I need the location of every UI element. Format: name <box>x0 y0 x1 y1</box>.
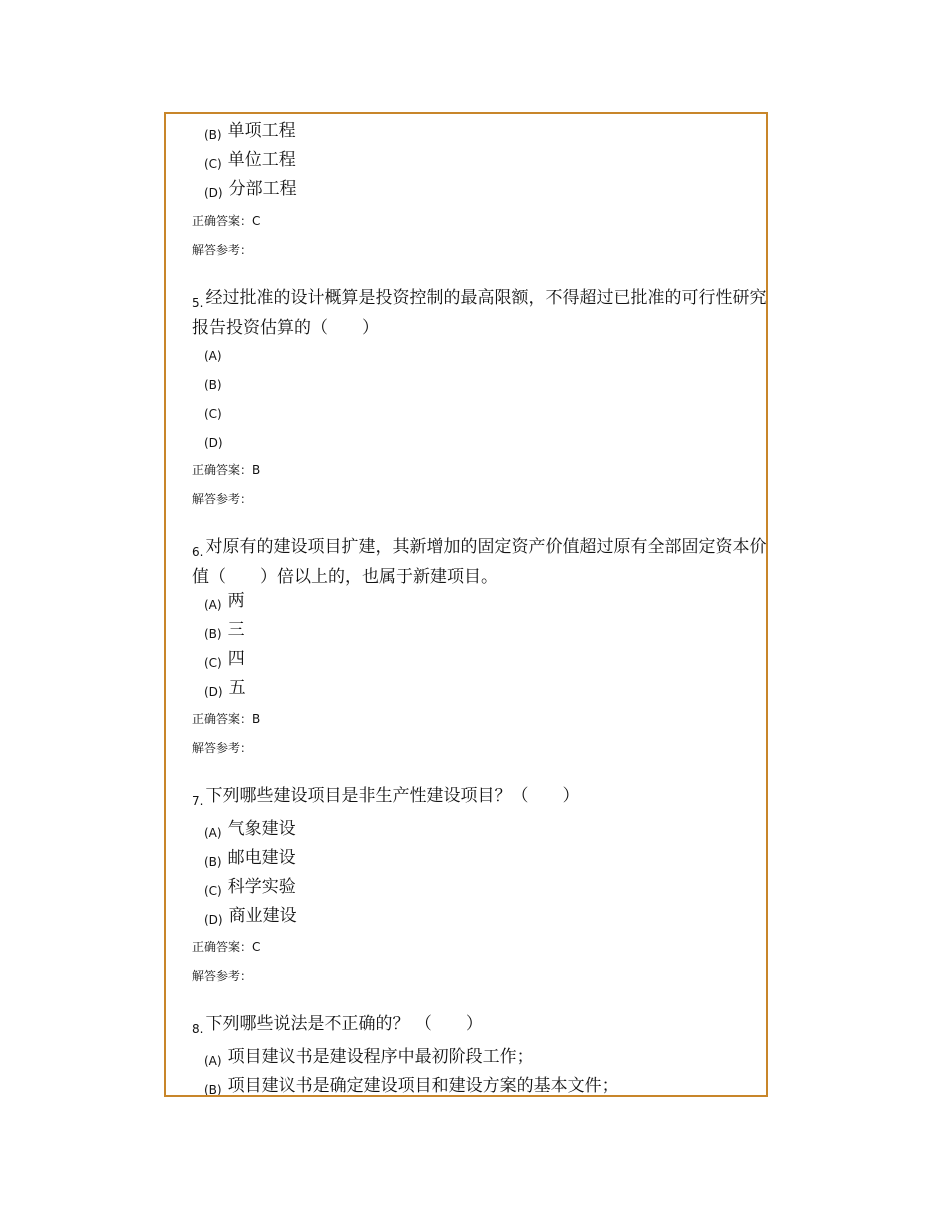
option-b: (B) 邮电建设 <box>204 848 296 869</box>
correct-answer: 正确答案：B <box>192 463 261 477</box>
option-c: (C) 四 <box>204 649 245 670</box>
document-page-frame <box>164 112 768 1097</box>
correct-answer: 正确答案：C <box>192 214 261 228</box>
question-7: $_{7.}$ 下列哪些建设项目是非生产性建设项目？（ ） <box>192 786 580 808</box>
question-8: $_{8.}$ 下列哪些说法是不正确的？ （ ） <box>192 1014 483 1036</box>
question-list <box>166 114 766 1095</box>
answer-reference: 解答参考： <box>192 969 253 983</box>
option-c: (C) 科学实验 <box>204 877 296 898</box>
answer-reference: 解答参考： <box>192 243 253 257</box>
option-b: (B) 项目建议书是确定建设项目和建设方案的基本文件； <box>204 1076 619 1097</box>
option-b: (B) <box>204 378 222 392</box>
option-c: (C) 单位工程 <box>204 150 296 171</box>
option-a: (A) 气象建设 <box>204 819 296 840</box>
option-b: (B) 单项工程 <box>204 121 296 142</box>
answer-reference: 解答参考： <box>192 741 253 755</box>
option-a: (A) <box>204 349 222 363</box>
option-d: (D) 商业建设 <box>204 906 297 927</box>
option-b: (B) 三 <box>204 620 245 641</box>
correct-answer: 正确答案：C <box>192 940 261 954</box>
answer-reference: 解答参考： <box>192 492 253 506</box>
option-a: (A) 两 <box>204 591 245 612</box>
option-c: (C) <box>204 407 222 421</box>
option-d: (D) <box>204 436 223 450</box>
correct-answer: 正确答案：B <box>192 712 261 726</box>
option-a: (A) 项目建议书是建设程序中最初阶段工作； <box>204 1047 534 1068</box>
question-5: $_{5.}$ 经过批准的设计概算是投资控制的最高限额，不得超过已批准的可行性研究报告投资估算的（ ） <box>192 288 767 338</box>
option-d: (D) 分部工程 <box>204 179 297 200</box>
option-d: (D) 五 <box>204 678 246 699</box>
question-6: $_{6.}$ 对原有的建设项目扩建，其新增加的固定资产价值超过原有全部固定资本价值（ ）倍以上的，也属于新建项目。 <box>192 537 767 587</box>
